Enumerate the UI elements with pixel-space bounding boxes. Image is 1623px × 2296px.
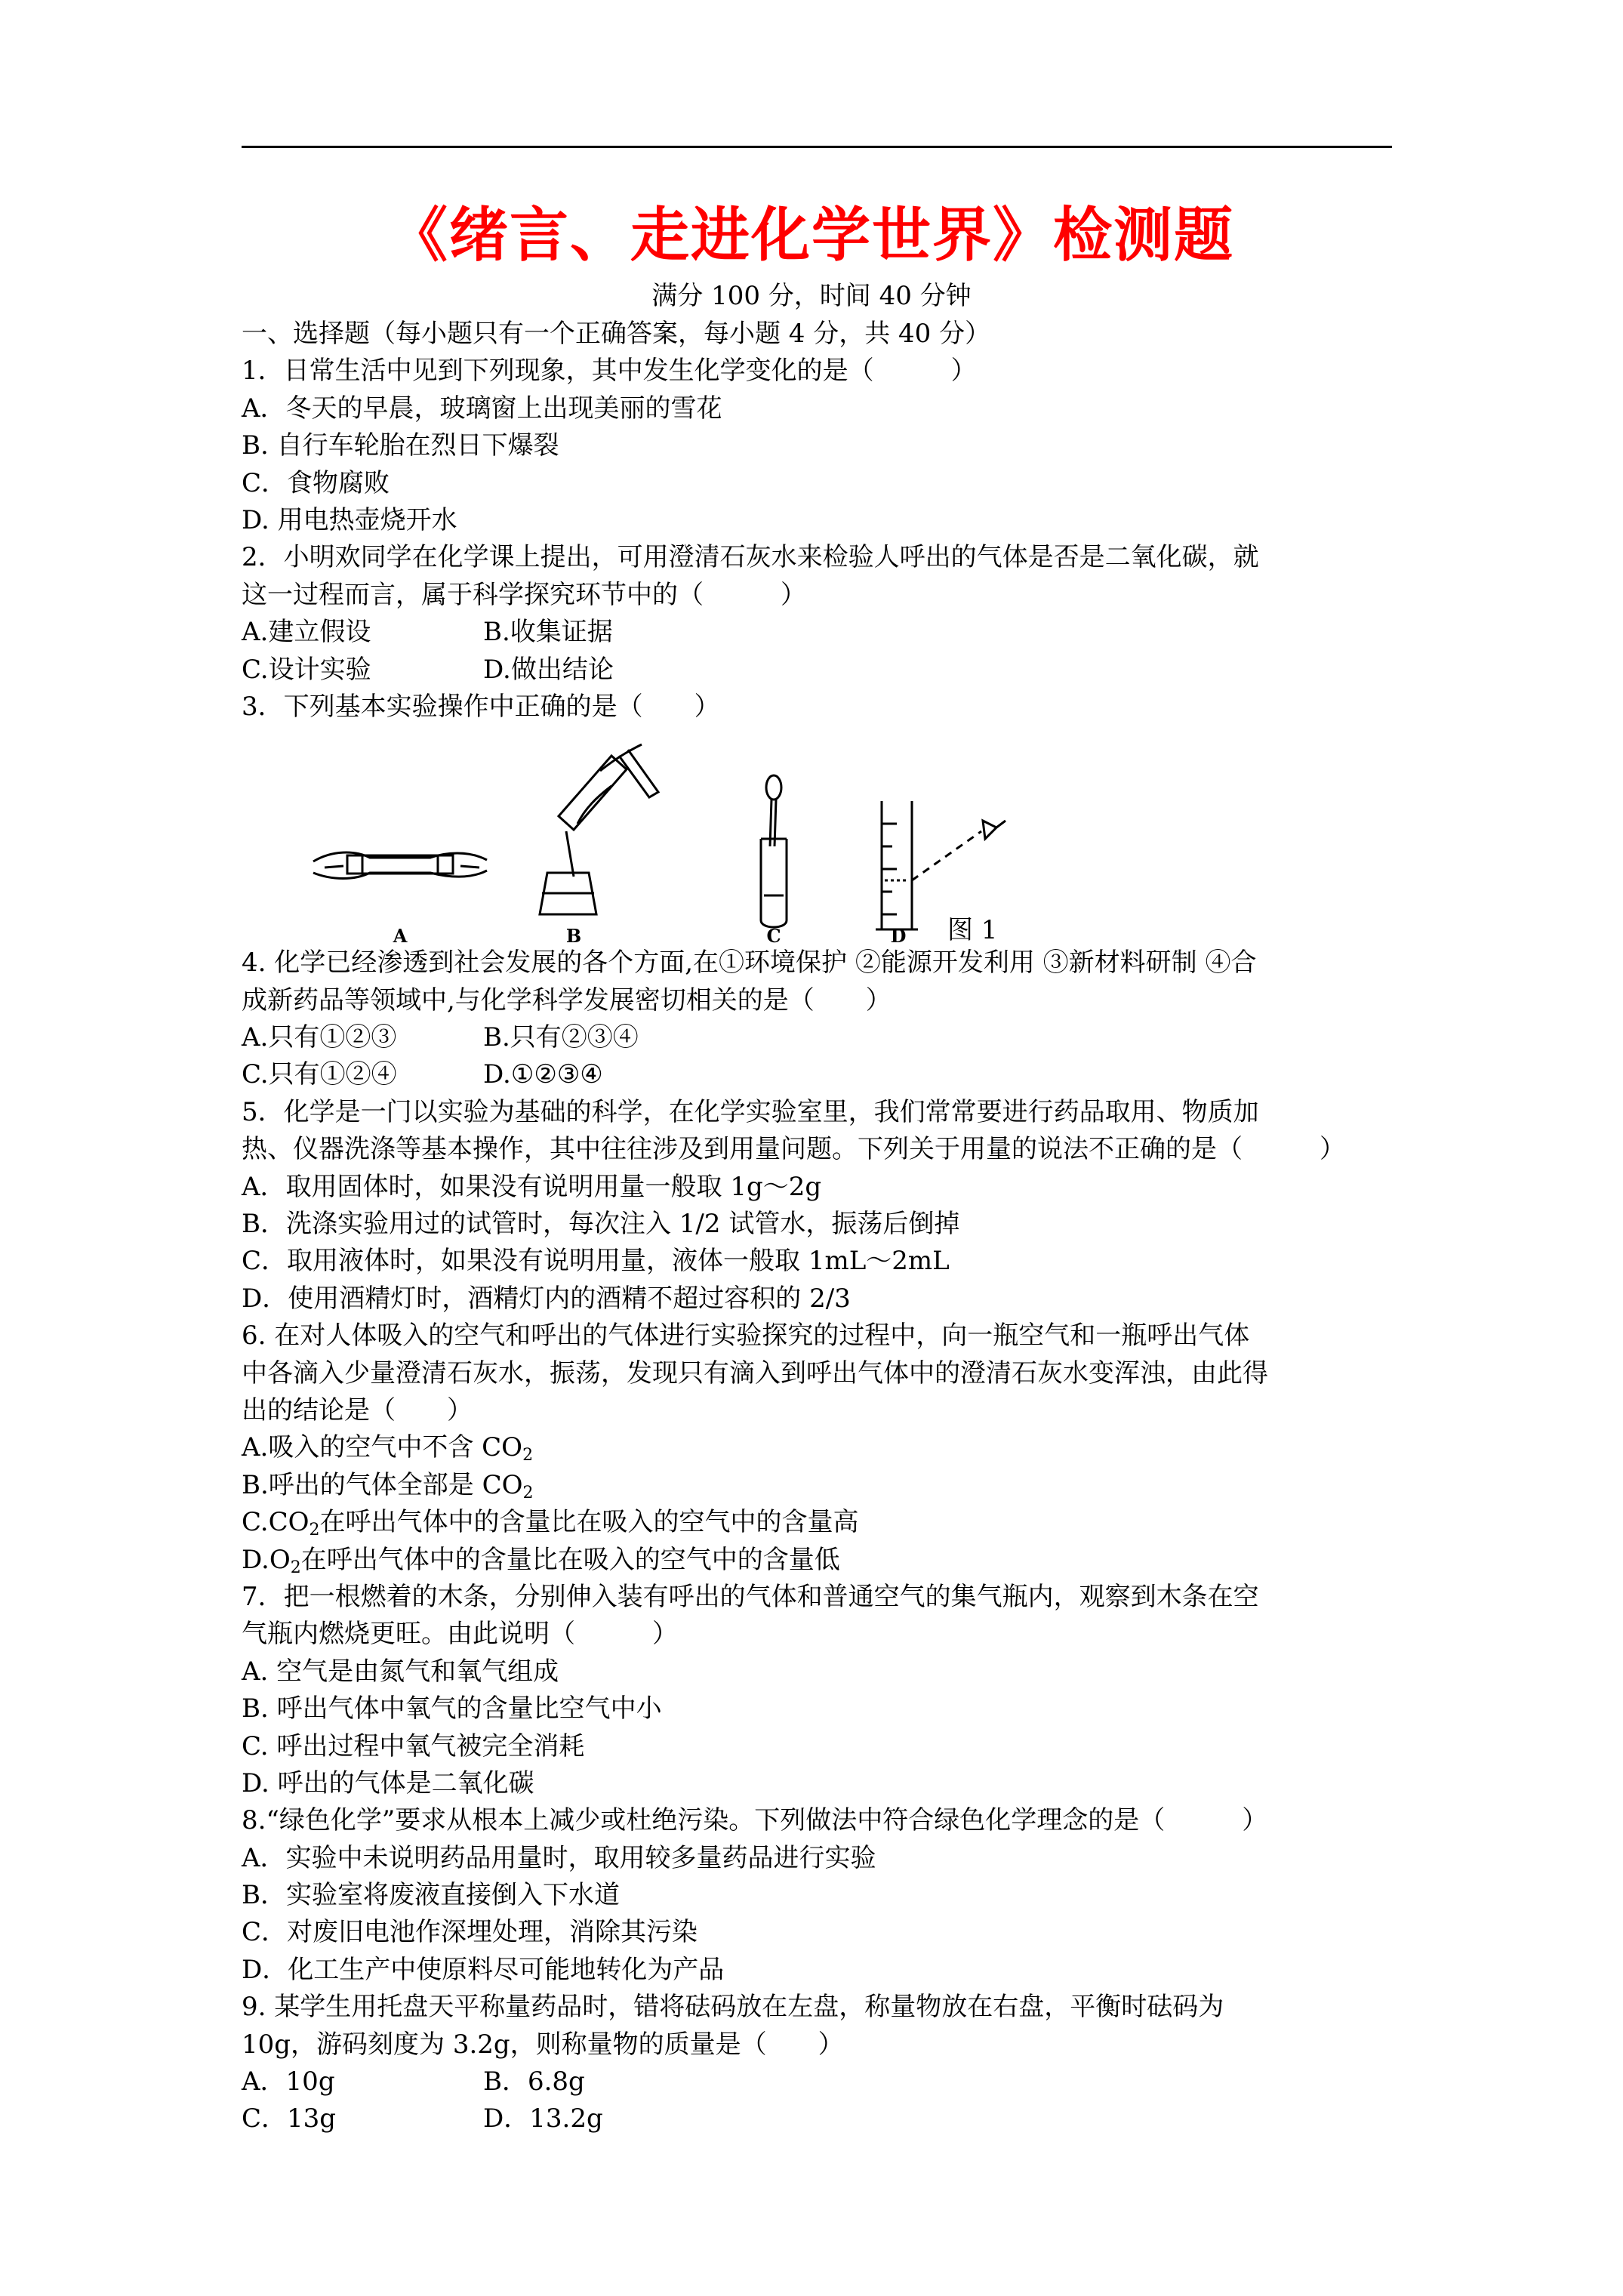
question-6-option-c-subscript: 2 <box>309 1521 320 1540</box>
question-6-option-d-rest: 在呼出气体中的含量比在吸入的空气中的含量低 <box>300 1544 840 1575</box>
question-4-option-d: D.①②③④ <box>483 1059 603 1090</box>
question-9-option-b: B．6.8g <box>483 2066 585 2097</box>
figure-c-dropper-drawing <box>761 775 787 927</box>
question-7-stem-line-1: 7．把一根燃着的木条，分别伸入装有呼出的气体和普通空气的集气瓶内，观察到木条在空 <box>242 1581 1259 1612</box>
question-8-option-a: A．实验中未说明药品用量时，取用较多量药品进行实验 <box>242 1842 876 1873</box>
question-9-option-c: C．13g <box>242 2103 337 2134</box>
figure-d-cylinder-drawing <box>876 801 1006 929</box>
question-9-option-a: A．10g <box>242 2066 335 2097</box>
question-6-option-d-subscript: 2 <box>290 1558 301 1577</box>
figure-a-hands-drawing <box>313 852 487 878</box>
question-4-option-c: C.只有①②④ <box>242 1059 397 1090</box>
question-5-stem-line-2: 热、仪器洗涤等基本操作，其中往往涉及到用量问题。下列关于用量的说法不正确的是（ ） <box>242 1134 1345 1165</box>
question-6-option-b-text: B.呼出的气体全部是 CO <box>242 1469 523 1500</box>
question-3-stem: 3．下列基本实验操作中正确的是（ ） <box>242 691 720 722</box>
question-5-option-d: D．使用酒精灯时，酒精灯内的酒精不超过容积的 2/3 <box>242 1283 851 1314</box>
question-6-option-a-subscript: 2 <box>522 1446 534 1465</box>
question-6-option-c <box>242 1504 1397 1541</box>
question-6-option-c-text: C.CO <box>242 1507 310 1538</box>
figure-label-a: A <box>393 925 408 945</box>
lab-operations-figure <box>242 726 1397 945</box>
question-5-option-a: A．取用固体时，如果没有说明用量一般取 1g～2g <box>242 1171 822 1202</box>
question-9-options-row-2 <box>242 2100 1397 2137</box>
question-7-option-b: B. 呼出气体中氧气的含量比空气中小 <box>242 1693 662 1724</box>
question-8-stem: 8.“绿色化学”要求从根本上减少或杜绝污染。下列做法中符合绿色化学理念的是（ ） <box>242 1805 1268 1836</box>
question-8-option-c: C．对废旧电池作深埋处理，消除其污染 <box>242 1917 698 1948</box>
section-heading: 一、选择题（每小题只有一个正确答案，每小题 4 分，共 40 分） <box>242 319 991 349</box>
question-4-option-a: A.只有①②③ <box>242 1022 397 1053</box>
question-5-option-c: C．取用液体时，如果没有说明用量，液体一般取 1mL～2mL <box>242 1246 950 1277</box>
figure-b-pouring-drawing <box>540 744 658 914</box>
question-6-stem-line-1: 6. 在对人体吸入的空气和呼出的气体进行实验探究的过程中，向一瓶空气和一瓶呼出气体 <box>242 1321 1250 1351</box>
question-4-option-b: B.只有②③④ <box>483 1022 639 1053</box>
question-6-option-a-text: A.吸入的空气中不含 CO <box>242 1432 523 1463</box>
question-1-option-c: C．食物腐败 <box>242 467 390 498</box>
question-9-stem-line-2: 10g，游码刻度为 3.2g，则称量物的质量是（ ） <box>242 2029 844 2060</box>
question-4-stem-line-1: 4. 化学已经渗透到社会发展的各个方面,在①环境保护 ②能源开发利用 ③新材料研制 ④合 <box>242 948 1257 978</box>
question-2-option-b: B.收集证据 <box>483 617 613 648</box>
question-2-options-row-1 <box>242 614 1397 651</box>
question-6-option-b <box>242 1467 1397 1504</box>
question-4-options-row-2 <box>242 1056 1397 1093</box>
question-7-option-d: D. 呼出的气体是二氧化碳 <box>242 1767 534 1798</box>
question-8-option-d: D．化工生产中使原料尽可能地转化为产品 <box>242 1954 725 1985</box>
question-1-option-a: A．冬天的早晨，玻璃窗上出现美丽的雪花 <box>242 393 722 424</box>
question-2-options-row-2 <box>242 652 1397 689</box>
document-body <box>242 316 1397 2138</box>
question-2-option-d: D.做出结论 <box>483 654 614 685</box>
question-9-options-row-1 <box>242 2063 1397 2100</box>
question-9-stem-line-1: 9. 某学生用托盘天平称量药品时，错将砝码放在左盘，称量物放在右盘，平衡时砝码为 <box>242 1992 1224 2023</box>
question-6-option-d <box>242 1542 1397 1579</box>
question-4-stem-line-2: 成新药品等领域中,与化学科学发展密切相关的是（ ） <box>242 985 892 1015</box>
question-7-option-a: A. 空气是由氮气和氧气组成 <box>242 1656 559 1687</box>
figure-label-b: B <box>565 925 582 945</box>
question-1-option-d: D. 用电热壶烧开水 <box>242 504 457 535</box>
figure-caption: 图 1 <box>947 915 998 945</box>
page-title: 《绪言、走进化学世界》检测题 <box>388 202 1234 270</box>
question-7-stem-line-2: 气瓶内燃烧更旺。由此说明（ ） <box>242 1619 678 1650</box>
question-2-stem-line-2: 这一过程而言，属于科学探究环节中的（ ） <box>242 579 806 610</box>
question-5-option-b: B．洗涤实验用过的试管时，每次注入 1/2 试管水，振荡后倒掉 <box>242 1209 960 1240</box>
figure-label-c: C <box>766 925 781 945</box>
question-6-stem-line-3: 出的结论是（ ） <box>242 1395 473 1425</box>
figure-label-d: D <box>890 925 907 945</box>
question-4-options-row-1 <box>242 1019 1397 1056</box>
question-2-stem-line-1: 2．小明欢同学在化学课上提出，可用澄清石灰水来检验人呼出的气体是否是二氧化碳，就 <box>242 542 1259 573</box>
question-1-stem: 1．日常生活中见到下列现象，其中发生化学变化的是（ ） <box>242 356 977 387</box>
question-7-option-c: C. 呼出过程中氧气被完全消耗 <box>242 1730 585 1761</box>
question-5-stem-line-1: 5．化学是一门以实验为基础的科学，在化学实验室里，我们常常要进行药品取用、物质加 <box>242 1096 1259 1127</box>
page-subtitle: 满分 100 分，时间 40 分钟 <box>651 281 972 311</box>
question-6-option-c-rest: 在呼出气体中的含量比在吸入的空气中的含量高 <box>319 1507 859 1538</box>
question-6-option-d-text: D.O <box>242 1544 291 1575</box>
question-2-option-c: C.设计实验 <box>242 654 371 685</box>
question-1-option-b: B. 自行车轮胎在烈日下爆裂 <box>242 430 559 461</box>
question-9-option-d: D．13.2g <box>483 2103 603 2134</box>
question-6-stem-line-2: 中各滴入少量澄清石灰水，振荡，发现只有滴入到呼出气体中的澄清石灰水变浑浊，由此得 <box>242 1358 1268 1388</box>
header-rule <box>242 146 1392 148</box>
question-8-option-b: B．实验室将废液直接倒入下水道 <box>242 1880 620 1911</box>
question-2-option-a: A.建立假设 <box>242 617 371 648</box>
question-3-figure <box>242 726 1397 945</box>
question-6-option-a <box>242 1429 1397 1466</box>
question-6-option-b-subscript: 2 <box>522 1483 534 1502</box>
